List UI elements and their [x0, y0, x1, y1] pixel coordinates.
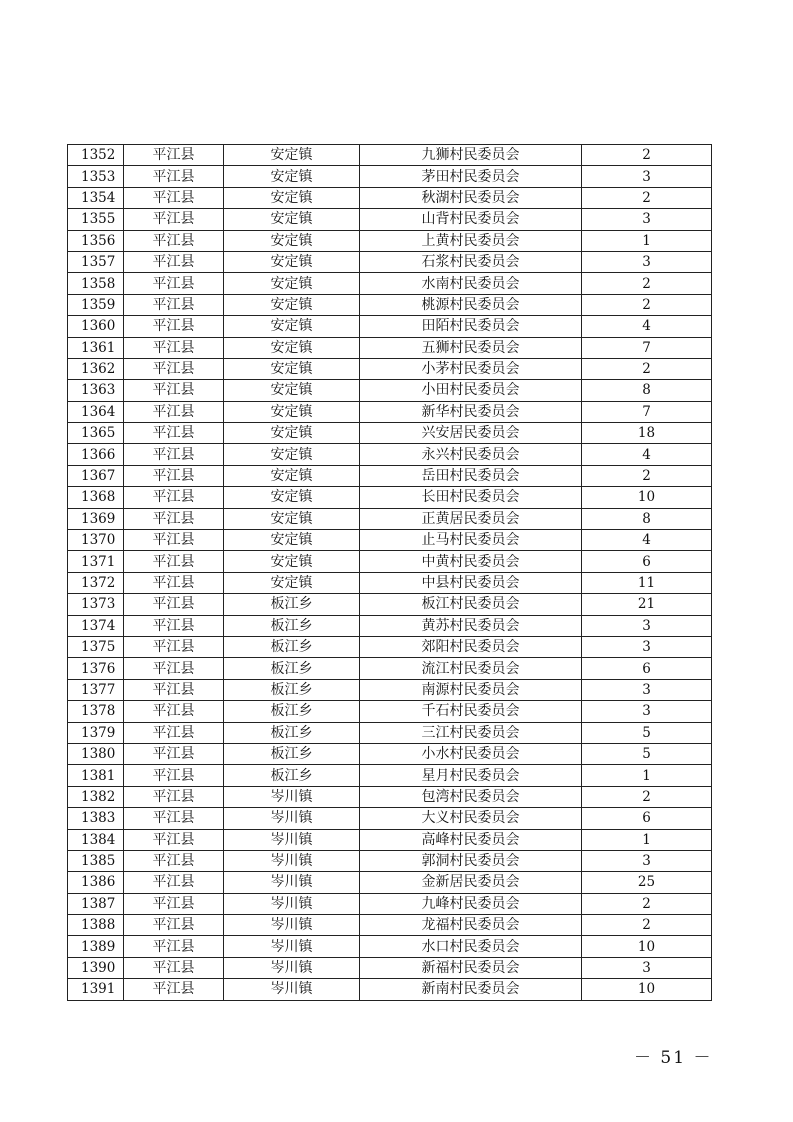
row-number: 1371 — [68, 551, 124, 572]
count-cell: 2 — [582, 145, 712, 166]
committee-cell: 秋湖村民委员会 — [360, 187, 582, 208]
row-number: 1360 — [68, 316, 124, 337]
county-cell: 平江县 — [124, 508, 224, 529]
county-cell: 平江县 — [124, 850, 224, 871]
row-number: 1362 — [68, 358, 124, 379]
committee-cell: 止马村民委员会 — [360, 530, 582, 551]
town-cell: 板江乡 — [224, 701, 360, 722]
table-row — [68, 786, 712, 807]
row-number: 1388 — [68, 915, 124, 936]
town-cell: 岑川镇 — [224, 808, 360, 829]
committee-cell: 中黄村民委员会 — [360, 551, 582, 572]
town-cell: 安定镇 — [224, 465, 360, 486]
table-row — [68, 166, 712, 187]
committee-cell: 黄苏村民委员会 — [360, 615, 582, 636]
row-number: 1357 — [68, 251, 124, 272]
committee-cell: 大义村民委员会 — [360, 808, 582, 829]
town-cell: 安定镇 — [224, 380, 360, 401]
table-row — [68, 187, 712, 208]
county-cell: 平江县 — [124, 636, 224, 657]
count-cell: 8 — [582, 380, 712, 401]
town-cell: 安定镇 — [224, 337, 360, 358]
row-number: 1358 — [68, 273, 124, 294]
town-cell: 安定镇 — [224, 530, 360, 551]
county-cell: 平江县 — [124, 551, 224, 572]
table-row — [68, 337, 712, 358]
town-cell: 安定镇 — [224, 316, 360, 337]
county-cell: 平江县 — [124, 337, 224, 358]
count-cell: 3 — [582, 636, 712, 657]
county-cell: 平江县 — [124, 936, 224, 957]
table-row — [68, 530, 712, 551]
count-cell: 2 — [582, 465, 712, 486]
table-row — [68, 251, 712, 272]
table-row — [68, 722, 712, 743]
county-cell: 平江县 — [124, 701, 224, 722]
table-row — [68, 915, 712, 936]
row-number: 1387 — [68, 893, 124, 914]
committee-cell: 小田村民委员会 — [360, 380, 582, 401]
committee-cell: 正黄居民委员会 — [360, 508, 582, 529]
table-row — [68, 658, 712, 679]
county-cell: 平江县 — [124, 465, 224, 486]
county-cell: 平江县 — [124, 401, 224, 422]
committee-cell: 水口村民委员会 — [360, 936, 582, 957]
town-cell: 岑川镇 — [224, 893, 360, 914]
count-cell: 1 — [582, 765, 712, 786]
town-cell: 安定镇 — [224, 358, 360, 379]
town-cell: 板江乡 — [224, 743, 360, 764]
committee-cell: 水南村民委员会 — [360, 273, 582, 294]
town-cell: 安定镇 — [224, 401, 360, 422]
committee-cell: 高峰村民委员会 — [360, 829, 582, 850]
row-number: 1391 — [68, 979, 124, 1000]
town-cell: 板江乡 — [224, 636, 360, 657]
county-cell: 平江县 — [124, 187, 224, 208]
count-cell: 4 — [582, 444, 712, 465]
committee-cell: 岳田村民委员会 — [360, 465, 582, 486]
count-cell: 1 — [582, 829, 712, 850]
town-cell: 板江乡 — [224, 722, 360, 743]
row-number: 1377 — [68, 679, 124, 700]
row-number: 1376 — [68, 658, 124, 679]
town-cell: 安定镇 — [224, 423, 360, 444]
table-row — [68, 423, 712, 444]
committee-cell: 中县村民委员会 — [360, 572, 582, 593]
county-cell: 平江县 — [124, 273, 224, 294]
town-cell: 安定镇 — [224, 209, 360, 230]
committee-cell: 九狮村民委员会 — [360, 145, 582, 166]
row-number: 1389 — [68, 936, 124, 957]
count-cell: 10 — [582, 936, 712, 957]
town-cell: 岑川镇 — [224, 786, 360, 807]
town-cell: 岑川镇 — [224, 957, 360, 978]
committee-cell: 南源村民委员会 — [360, 679, 582, 700]
committee-cell: 新南村民委员会 — [360, 979, 582, 1000]
table-row — [68, 551, 712, 572]
row-number: 1367 — [68, 465, 124, 486]
count-cell: 3 — [582, 701, 712, 722]
table-row — [68, 936, 712, 957]
count-cell: 2 — [582, 786, 712, 807]
table-row — [68, 765, 712, 786]
committee-cell: 包湾村民委员会 — [360, 786, 582, 807]
town-cell: 板江乡 — [224, 658, 360, 679]
village-table — [67, 144, 712, 1001]
county-cell: 平江县 — [124, 743, 224, 764]
count-cell: 11 — [582, 572, 712, 593]
row-number: 1384 — [68, 829, 124, 850]
table-row — [68, 594, 712, 615]
row-number: 1372 — [68, 572, 124, 593]
row-number: 1355 — [68, 209, 124, 230]
county-cell: 平江县 — [124, 294, 224, 315]
table-row — [68, 465, 712, 486]
table-row — [68, 145, 712, 166]
table-row — [68, 957, 712, 978]
county-cell: 平江县 — [124, 530, 224, 551]
committee-cell: 千石村民委员会 — [360, 701, 582, 722]
town-cell: 安定镇 — [224, 251, 360, 272]
row-number: 1363 — [68, 380, 124, 401]
table-row — [68, 615, 712, 636]
county-cell: 平江县 — [124, 829, 224, 850]
row-number: 1361 — [68, 337, 124, 358]
table-row — [68, 316, 712, 337]
town-cell: 板江乡 — [224, 594, 360, 615]
town-cell: 岑川镇 — [224, 829, 360, 850]
table-row — [68, 636, 712, 657]
county-cell: 平江县 — [124, 722, 224, 743]
committee-cell: 金新居民委员会 — [360, 872, 582, 893]
table-row — [68, 679, 712, 700]
town-cell: 安定镇 — [224, 230, 360, 251]
count-cell: 10 — [582, 487, 712, 508]
row-number: 1364 — [68, 401, 124, 422]
committee-cell: 山背村民委员会 — [360, 209, 582, 230]
count-cell: 3 — [582, 251, 712, 272]
committee-cell: 三江村民委员会 — [360, 722, 582, 743]
county-cell: 平江县 — [124, 915, 224, 936]
count-cell: 2 — [582, 893, 712, 914]
county-cell: 平江县 — [124, 358, 224, 379]
count-cell: 6 — [582, 551, 712, 572]
table-row — [68, 209, 712, 230]
table-row — [68, 380, 712, 401]
count-cell: 6 — [582, 808, 712, 829]
count-cell: 4 — [582, 316, 712, 337]
county-cell: 平江县 — [124, 957, 224, 978]
row-number: 1352 — [68, 145, 124, 166]
row-number: 1373 — [68, 594, 124, 615]
count-cell: 3 — [582, 957, 712, 978]
county-cell: 平江县 — [124, 786, 224, 807]
table-row — [68, 444, 712, 465]
table-row — [68, 294, 712, 315]
count-cell: 3 — [582, 679, 712, 700]
count-cell: 3 — [582, 850, 712, 871]
table-row — [68, 743, 712, 764]
county-cell: 平江县 — [124, 316, 224, 337]
row-number: 1383 — [68, 808, 124, 829]
county-cell: 平江县 — [124, 487, 224, 508]
committee-cell: 小茅村民委员会 — [360, 358, 582, 379]
committee-cell: 小水村民委员会 — [360, 743, 582, 764]
county-cell: 平江县 — [124, 251, 224, 272]
count-cell: 2 — [582, 358, 712, 379]
town-cell: 安定镇 — [224, 145, 360, 166]
row-number: 1368 — [68, 487, 124, 508]
table-row — [68, 808, 712, 829]
count-cell: 18 — [582, 423, 712, 444]
count-cell: 7 — [582, 401, 712, 422]
committee-cell: 郭洞村民委员会 — [360, 850, 582, 871]
row-number: 1386 — [68, 872, 124, 893]
town-cell: 安定镇 — [224, 166, 360, 187]
town-cell: 岑川镇 — [224, 850, 360, 871]
committee-cell: 九峰村民委员会 — [360, 893, 582, 914]
count-cell: 1 — [582, 230, 712, 251]
row-number: 1382 — [68, 786, 124, 807]
count-cell: 2 — [582, 915, 712, 936]
county-cell: 平江县 — [124, 444, 224, 465]
committee-cell: 桃源村民委员会 — [360, 294, 582, 315]
committee-cell: 新福村民委员会 — [360, 957, 582, 978]
row-number: 1369 — [68, 508, 124, 529]
town-cell: 安定镇 — [224, 294, 360, 315]
committee-cell: 流江村民委员会 — [360, 658, 582, 679]
row-number: 1378 — [68, 701, 124, 722]
county-cell: 平江县 — [124, 615, 224, 636]
committee-cell: 石浆村民委员会 — [360, 251, 582, 272]
county-cell: 平江县 — [124, 594, 224, 615]
count-cell: 2 — [582, 294, 712, 315]
row-number: 1385 — [68, 850, 124, 871]
table-row — [68, 401, 712, 422]
row-number: 1375 — [68, 636, 124, 657]
committee-cell: 五狮村民委员会 — [360, 337, 582, 358]
committee-cell: 郊阳村民委员会 — [360, 636, 582, 657]
committee-cell: 长田村民委员会 — [360, 487, 582, 508]
row-number: 1356 — [68, 230, 124, 251]
row-number: 1379 — [68, 722, 124, 743]
town-cell: 安定镇 — [224, 187, 360, 208]
row-number: 1381 — [68, 765, 124, 786]
table-row — [68, 508, 712, 529]
table-row — [68, 829, 712, 850]
table-row — [68, 358, 712, 379]
committee-cell: 龙福村民委员会 — [360, 915, 582, 936]
committee-cell: 星月村民委员会 — [360, 765, 582, 786]
count-cell: 8 — [582, 508, 712, 529]
county-cell: 平江县 — [124, 765, 224, 786]
county-cell: 平江县 — [124, 872, 224, 893]
table-row — [68, 850, 712, 871]
committee-cell: 新华村民委员会 — [360, 401, 582, 422]
town-cell: 岑川镇 — [224, 979, 360, 1000]
count-cell: 5 — [582, 743, 712, 764]
count-cell: 10 — [582, 979, 712, 1000]
county-cell: 平江县 — [124, 166, 224, 187]
county-cell: 平江县 — [124, 808, 224, 829]
count-cell: 7 — [582, 337, 712, 358]
count-cell: 3 — [582, 615, 712, 636]
row-number: 1359 — [68, 294, 124, 315]
county-cell: 平江县 — [124, 893, 224, 914]
table-row — [68, 872, 712, 893]
count-cell: 6 — [582, 658, 712, 679]
table-body — [68, 145, 712, 1001]
town-cell: 岑川镇 — [224, 872, 360, 893]
town-cell: 安定镇 — [224, 508, 360, 529]
town-cell: 安定镇 — [224, 273, 360, 294]
row-number: 1374 — [68, 615, 124, 636]
committee-cell: 茅田村民委员会 — [360, 166, 582, 187]
row-number: 1366 — [68, 444, 124, 465]
table-row — [68, 701, 712, 722]
count-cell: 25 — [582, 872, 712, 893]
county-cell: 平江县 — [124, 658, 224, 679]
row-number: 1380 — [68, 743, 124, 764]
count-cell: 5 — [582, 722, 712, 743]
committee-cell: 板江村民委员会 — [360, 594, 582, 615]
count-cell: 3 — [582, 166, 712, 187]
town-cell: 岑川镇 — [224, 915, 360, 936]
table-row — [68, 487, 712, 508]
table-row — [68, 893, 712, 914]
page-number: － 51 － — [634, 1048, 713, 1068]
count-cell: 21 — [582, 594, 712, 615]
county-cell: 平江县 — [124, 679, 224, 700]
count-cell: 4 — [582, 530, 712, 551]
table-row — [68, 230, 712, 251]
count-cell: 3 — [582, 209, 712, 230]
count-cell: 2 — [582, 187, 712, 208]
town-cell: 板江乡 — [224, 679, 360, 700]
county-cell: 平江县 — [124, 423, 224, 444]
row-number: 1365 — [68, 423, 124, 444]
county-cell: 平江县 — [124, 145, 224, 166]
committee-cell: 兴安居民委员会 — [360, 423, 582, 444]
row-number: 1354 — [68, 187, 124, 208]
town-cell: 安定镇 — [224, 551, 360, 572]
count-cell: 2 — [582, 273, 712, 294]
town-cell: 板江乡 — [224, 615, 360, 636]
town-cell: 安定镇 — [224, 572, 360, 593]
row-number: 1370 — [68, 530, 124, 551]
county-cell: 平江县 — [124, 380, 224, 401]
table-row — [68, 979, 712, 1000]
table-row — [68, 273, 712, 294]
committee-cell: 田陌村民委员会 — [360, 316, 582, 337]
row-number: 1390 — [68, 957, 124, 978]
county-cell: 平江县 — [124, 209, 224, 230]
town-cell: 安定镇 — [224, 487, 360, 508]
town-cell: 安定镇 — [224, 444, 360, 465]
committee-cell: 永兴村民委员会 — [360, 444, 582, 465]
county-cell: 平江县 — [124, 572, 224, 593]
committee-cell: 上黄村民委员会 — [360, 230, 582, 251]
table-row — [68, 572, 712, 593]
town-cell: 板江乡 — [224, 765, 360, 786]
county-cell: 平江县 — [124, 230, 224, 251]
town-cell: 岑川镇 — [224, 936, 360, 957]
county-cell: 平江县 — [124, 979, 224, 1000]
row-number: 1353 — [68, 166, 124, 187]
